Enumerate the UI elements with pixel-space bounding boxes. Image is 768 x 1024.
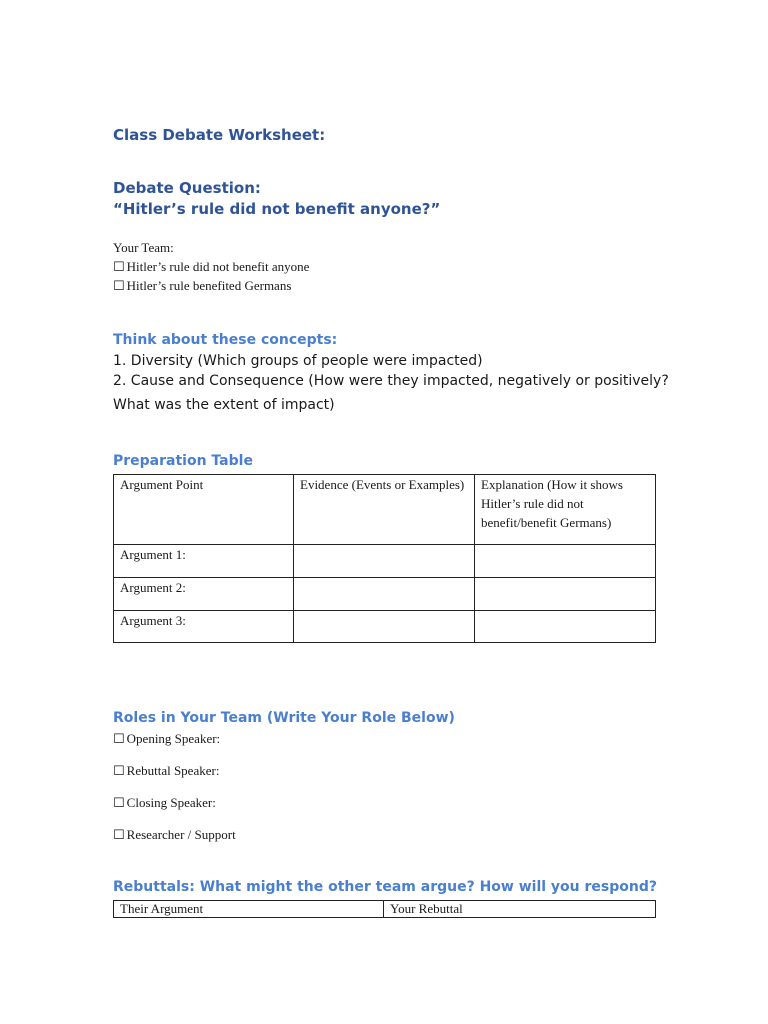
preparation-table (113, 474, 656, 643)
team-option-2[interactable] (113, 278, 291, 294)
column-header-their-argument: Their Argument (114, 901, 384, 918)
concept-item-1: 1. Diversity (Which groups of people were impacted) (113, 353, 483, 369)
table-row (114, 611, 656, 643)
column-header-your-rebuttal: Your Rebuttal (384, 901, 656, 918)
checkbox-icon[interactable]: ☐ (113, 828, 125, 843)
checkbox-icon[interactable]: ☐ (113, 279, 125, 294)
team-label: Your Team: (113, 240, 174, 255)
role-label: Opening Speaker: (126, 731, 221, 746)
evidence-cell[interactable] (294, 545, 475, 578)
rebuttals-table (113, 900, 656, 918)
role-label: Rebuttal Speaker: (126, 763, 220, 778)
column-header-evidence: Evidence (Events or Examples) (294, 475, 475, 545)
roles-heading: Roles in Your Team (Write Your Role Below) (113, 710, 455, 726)
checkbox-icon[interactable]: ☐ (113, 796, 125, 811)
worksheet-title: Class Debate Worksheet: (113, 126, 326, 144)
role-item-opening[interactable] (113, 731, 220, 747)
checkbox-icon[interactable]: ☐ (113, 732, 125, 747)
column-header-explanation: Explanation (How it shows Hitler’s rule did not benefit/benefit Germans) (475, 475, 656, 545)
role-item-rebuttal[interactable] (113, 763, 219, 779)
debate-question-heading: Debate Question: (113, 179, 261, 197)
evidence-cell[interactable] (294, 611, 475, 643)
column-header-argument-point: Argument Point (114, 475, 294, 545)
explanation-cell[interactable] (475, 545, 656, 578)
table-header-row (114, 475, 656, 545)
team-option-label: Hitler’s rule benefited Germans (126, 278, 292, 293)
table-row (114, 578, 656, 611)
debate-question-text: “Hitler’s rule did not benefit anyone?” (113, 200, 441, 218)
role-item-closing[interactable] (113, 795, 216, 811)
argument-label: Argument 3: (114, 611, 294, 643)
argument-label: Argument 1: (114, 545, 294, 578)
concept-item-3: What was the extent of impact) (113, 397, 335, 413)
explanation-cell[interactable] (475, 611, 656, 643)
checkbox-icon[interactable]: ☐ (113, 260, 125, 275)
role-label: Researcher / Support (126, 827, 236, 842)
evidence-cell[interactable] (294, 578, 475, 611)
checkbox-icon[interactable]: ☐ (113, 764, 125, 779)
team-option-label: Hitler’s rule did not benefit anyone (126, 259, 310, 274)
role-label: Closing Speaker: (126, 795, 216, 810)
concepts-heading: Think about these concepts: (113, 332, 338, 348)
table-row (114, 545, 656, 578)
preparation-table-heading: Preparation Table (113, 453, 253, 469)
role-item-researcher[interactable] (113, 827, 236, 843)
explanation-cell[interactable] (475, 578, 656, 611)
concept-item-2: 2. Cause and Consequence (How were they impacted, negatively or positively? (113, 373, 669, 389)
rebuttals-heading: Rebuttals: What might the other team argue? How will you respond? (113, 879, 657, 895)
table-header-row (114, 901, 656, 918)
team-option-1[interactable] (113, 259, 309, 275)
argument-label: Argument 2: (114, 578, 294, 611)
